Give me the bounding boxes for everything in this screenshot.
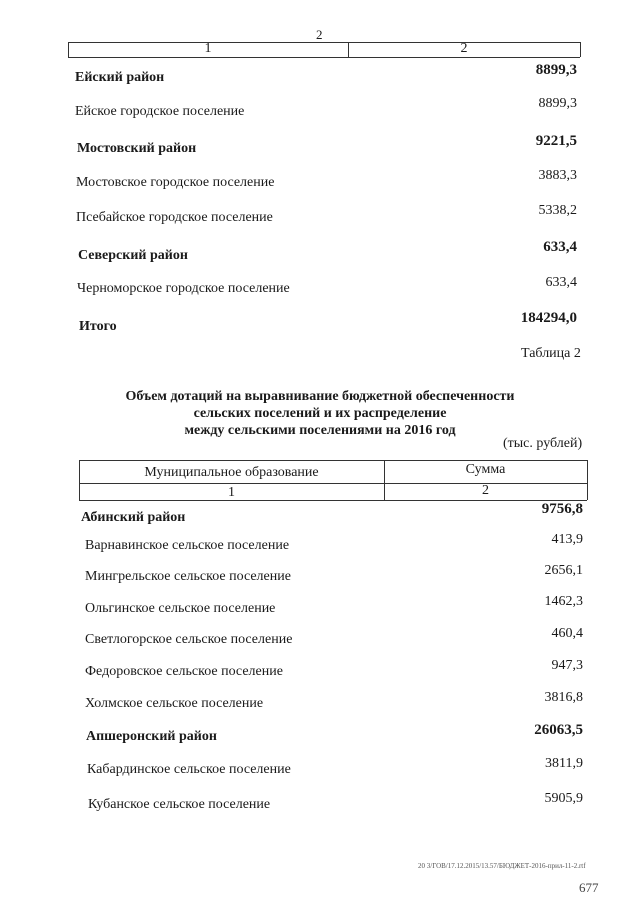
settlement-label: Кабардинское сельское поселение <box>87 762 291 777</box>
table2-header-sum: Сумма <box>465 462 506 477</box>
settlement-value: 413,9 <box>551 532 583 547</box>
settlement-value: 5905,9 <box>544 791 583 806</box>
district-label: Абинский район <box>81 510 186 525</box>
page-number: 2 <box>316 27 323 42</box>
district-label: Северский район <box>78 248 188 263</box>
settlement-label: Ейское городское поселение <box>75 104 245 119</box>
district-label: Итого <box>79 319 117 334</box>
table1-colnum-2: 2 <box>460 41 468 56</box>
district-value: 8899,3 <box>535 62 577 78</box>
settlement-label: Варнавинское сельское поселение <box>85 538 290 553</box>
settlement-label: Холмское сельское поселение <box>85 696 264 711</box>
title-line-1: Объем дотаций на выравнивание бюджетной обеспеченности <box>125 389 515 404</box>
footer-file-path: 20 3/ГОВ/17.12.2015/13.57/БЮДЖЕТ-2016-прил-11-2.rtf <box>418 862 586 870</box>
district-value: 633,4 <box>543 239 577 255</box>
settlement-value: 3883,3 <box>538 168 577 183</box>
district-value: 26063,5 <box>534 722 583 738</box>
settlement-value: 5338,2 <box>538 203 577 218</box>
settlement-value: 947,3 <box>551 658 583 673</box>
district-label: Ейский район <box>75 70 165 85</box>
settlement-label: Черноморское городское поселение <box>77 281 290 296</box>
table1-colnum-1: 1 <box>204 41 212 56</box>
district-value: 184294,0 <box>520 310 577 326</box>
district-label: Апшеронский район <box>86 729 217 744</box>
settlement-value: 2656,1 <box>544 563 583 578</box>
settlement-label: Федоровское сельское поселение <box>85 664 283 679</box>
table2-colnum-1: 1 <box>228 485 235 500</box>
units-label: (тыс. рублей) <box>503 436 583 451</box>
district-value: 9221,5 <box>535 133 577 149</box>
settlement-label: Псебайское городское поселение <box>76 210 273 225</box>
district-value: 9756,8 <box>541 501 583 517</box>
table2-colnum-2: 2 <box>482 483 489 498</box>
settlement-value: 3811,9 <box>545 756 583 771</box>
settlement-label: Мостовское городское поселение <box>76 175 275 190</box>
settlement-label: Кубанское сельское поселение <box>88 797 271 812</box>
table2-caption: Таблица 2 <box>521 346 581 361</box>
settlement-value: 3816,8 <box>544 690 583 705</box>
settlement-value: 460,4 <box>551 626 583 641</box>
district-label: Мостовский район <box>77 141 197 156</box>
footer-page-number: 677 <box>579 880 599 895</box>
title-line-3: между сельскими поселениями на 2016 год <box>184 423 456 438</box>
settlement-value: 633,4 <box>545 275 577 290</box>
settlement-label: Светлогорское сельское поселение <box>85 632 293 647</box>
settlement-value: 8899,3 <box>538 96 577 111</box>
settlement-value: 1462,3 <box>544 594 583 609</box>
table2-header-municipality: Муниципальное образование <box>144 465 319 480</box>
settlement-label: Мингрельское сельское поселение <box>85 569 291 584</box>
title-line-2: сельских поселений и их распределение <box>193 406 447 421</box>
settlement-label: Ольгинское сельское поселение <box>85 601 276 616</box>
